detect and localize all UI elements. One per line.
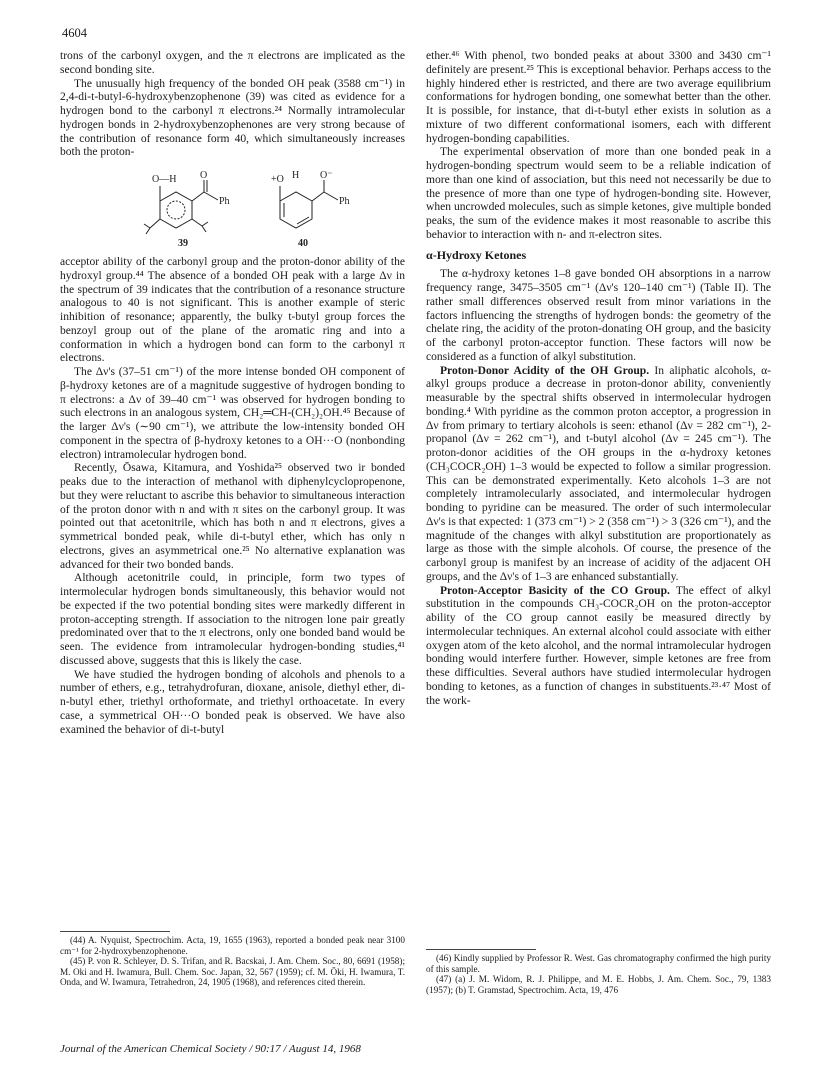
section-heading: α-Hydroxy Ketones <box>426 247 527 262</box>
paragraph: The Δν's (37–51 cm⁻¹) of the more intense bonded OH component of β-hydroxy ketones are of a magnitude suggestive of hydrogen bonding to π electrons: a Δν of 39–40 cm⁻¹ was observed for hydrogen bonding to such electrons in an analogous system, CH₂═CH-(CH₂)₂OH.⁴⁵ Because of the larger Δν's (∼90 cm⁻¹), we attribute the low-intensity bonded OH component in the spectra of β-hydroxy ketones to a OH···O (nonbonding electron) intramolecular hydrogen bond. <box>60 366 405 461</box>
s39-tbutyl-right <box>192 219 202 226</box>
s39-benzene-ring <box>160 192 192 228</box>
paragraph: ether.⁴⁶ With phenol, two bonded peaks at about 3300 and 3430 cm⁻¹ definitely are present.²⁵ This is exceptional behavior. Perhaps access to the highly hindered ether is restricted, and there are two average equilibrium conformations for hydrogen bonding, one somewhat better than the other. It is possible, for instance, that di-t-butyl ether exists in solution as a mixture of two different conformational isomers, each with different hydrogen-bonding capabilities. <box>426 50 771 145</box>
page-number: 4604 <box>62 26 87 40</box>
footnote: (44) A. Nyquist, Spectrochim. Acta, 19, 1655 (1963), reported a bonded peak near 3100 cm⁻¹ for 2-hydroxybenzophenone. <box>60 935 405 956</box>
subsection-text: The effect of alkyl substitution in the compounds CH₃-COCR₂OH on the proton-acceptor ability of the CO group cannot easily be measured directly by intermolecular techniques. An external alcohol could associate with either oxygen atom of the keto alcohol, and the normal intramolecular hydrogen bonding would interfere further. However, simple ketones are free from these difficulties. Several authors have studied intermolecular hydrogen bonding to ketones, as a function of changes in substituents.²³·⁴⁷ Most of the work- <box>426 584 771 707</box>
footnote: (47) (a) J. M. Widom, R. J. Philippe, and M. E. Hobbs, J. Am. Chem. Soc., 79, 1383 (1957); (b) T. Gramstad, Spectrochim. Acta, 19, 476 <box>426 974 771 995</box>
footnote-rule <box>426 949 536 950</box>
left-column <box>60 50 405 737</box>
footnote: (46) Kindly supplied by Professor R. West. Gas chromatography confirmed the high purity of this sample. <box>426 953 771 974</box>
s40-h-label: H <box>292 170 300 181</box>
s40-number: 40 <box>298 238 308 249</box>
s40-carbonyl-bond <box>312 192 324 201</box>
s39-aromatic-circle <box>167 201 185 219</box>
paragraph <box>426 365 771 585</box>
s40-ph-label: Ph <box>339 196 350 207</box>
s39-oh-label: O—H <box>152 174 177 185</box>
footnote: (45) P. von R. Schleyer, D. S. Trifan, and R. Bacskai, J. Am. Chem. Soc., 80, 6691 (1958); M. Oki and H. Iwamura, Bull. Chem. Soc. Japan, 32, 567 (1959); cf. M. Ōki, H. Iwamura, T. Onda, and W. Iwamura, Tetrahedron, 24, 1905 (1968), and references cited therein. <box>60 956 405 988</box>
s39-o-label: O <box>200 170 208 181</box>
paragraph: acceptor ability of the carbonyl group and the proton-donor ability of the hydroxyl group.⁴⁴ The absence of a bonded OH peak with a large Δν in the spectrum of 39 indicates that the contribution of a resonance structure analogous to 40 is not significant. This is another example of steric inhibition of resonance; apparently, the bulky t-butyl group forces the benzoyl group out of the plane of the aromatic ring and into a conformation in which a hydrogen bond can form to the carbonyl π electrons. <box>60 256 405 365</box>
s40-ring <box>280 192 312 228</box>
paragraph <box>426 585 771 709</box>
paragraph: The experimental observation of more than one bonded peak in a hydrogen-bonding spectrum would seem to be a reliable indication of more than one kind of association, but this need not necessarily be due to the presence of more than one type of hydrogen-bonding site. However, when uncrowded molecules, such as simple ketones, give multiple bonded peaks, the sum of the evidence makes it most reasonable to ascribe this behavior to interaction with n- and π-electron sites. <box>426 146 771 241</box>
paragraph: We have studied the hydrogen bonding of alcohols and phenols to a number of ethers, e.g., tetrahydrofuran, dioxane, anisole, diethyl ether, di-n-butyl ether, triethyl orthoformate, and triethyl orthoacetate. In every case, a symmetrical OH···O bonded peak is observed. We have also examined the behavior of di-t-butyl <box>60 668 405 736</box>
s39-tbutyl-left <box>150 219 160 228</box>
left-footnotes <box>60 931 405 988</box>
s39-number: 39 <box>178 238 188 249</box>
right-footnotes <box>426 949 771 995</box>
paragraph: The unusually high frequency of the bonded OH peak (3588 cm⁻¹) in 2,4-di-t-butyl-6-hydroxybenzophenone (39) was cited as evidence for a hydrogen bond to the carbonyl π electrons.²⁴ Normally intramolecular hydrogen bonds in 2-hydroxybenzophenones are very strong because of the contribution of resonance form 40, which simultaneously increases both the proton- <box>60 77 405 159</box>
paragraph: The α-hydroxy ketones 1–8 gave bonded OH absorptions in a narrow frequency range, 3475–3505 cm⁻¹ (Δν's 120–140 cm⁻¹) (Table II). The rather small differences observed result from minor variations in the factors influencing the strengths of hydrogen bonds: the geometry of the chelate ring, the acidity of the proton-donating OH group, and the basicity of the carbonyl proton-acceptor function. These factors will now be considered as a function of alkyl substitution. <box>426 268 771 363</box>
paragraph: Although acetonitrile could, in principle, form two types of intermolecular hydrogen bonds simultaneously, this behavior would not be expected if the two potential bonding sites were markedly different in proton-accepting strength. If association to the nitrogen lone pair greatly predominated over that to the π electrons, only one bonded band would be seen. The evidence from intramolecular hydrogen-bonding studies,⁴¹ discussed above, suggests that this is likely the case. <box>60 572 405 667</box>
paragraph: trons of the carbonyl oxygen, and the π electrons are implicated as the second bonding site. <box>60 50 405 76</box>
footnote-rule <box>60 931 170 932</box>
s40-ominus-label: O⁻ <box>320 170 333 181</box>
journal-footer: Journal of the American Chemical Society / 90:17 / August 14, 1968 <box>60 1043 361 1055</box>
structures-svg <box>140 168 350 250</box>
subsection-text: In aliphatic alcohols, α-alkyl groups produce a decrease in proton-donor ability, conveniently measurable by the spectral shifts observed in intermolecular hydrogen bonding.⁴ With pyridine as the common proton acceptor, a progression in Δν from primary to tertiary alcohols is seen: ethanol (Δν = 282 cm⁻¹), 2-propanol (Δν = 262 cm⁻¹), and t-butyl alcohol (Δν = 245 cm⁻¹). The proton-donor acidities of the OH groups in the α-hydroxy ketones (CH₃COCR₂OH) 1–3 would be expected to follow a similar progression. This can be demonstrated experimentally. Keto alcohols 1–3 are not completely intramolecularly associated, and intermolecular hydrogen bonding to pyridine can be measured. The order of such intermolecular Δν's is that expected: 1 (373 cm⁻¹) > 2 (358 cm⁻¹) > 3 (326 cm⁻¹), and the magnitude of the changes with alkyl substitution are proportionately as large as those with the simple alcohols. Of course, the presence of the carbonyl group is manifest by an increase of acidity of the adjacent OH groups, and the Δν's of 1–3 are enhanced substantially. <box>426 364 771 583</box>
right-column <box>426 50 771 708</box>
subsection-title: Proton-Donor Acidity of the OH Group. <box>440 364 650 377</box>
subsection-title: Proton-Acceptor Basicity of the CO Group. <box>440 584 670 597</box>
s39-ph-label: Ph <box>219 196 230 207</box>
paragraph: Recently, Ōsawa, Kitamura, and Yoshida²⁵ observed two ir bonded peaks due to the interaction of methanol with diphenylcyclopropenone, but they were reluctant to ascribe this behavior to simultaneous interaction of the proton donor with n and with π sites on the carbonyl group. It was pointed out that acetonitrile, which has both n and π electrons, gives a symmetrical bonded peak, while di-t-butyl ether, which has only n electrons, gives an asymmetrical one.²⁵ No alternative explanation was advanced for their two bonded bands. <box>60 462 405 571</box>
s40-oplus-label: +O <box>271 174 284 185</box>
chemical-structures-figure <box>60 168 405 250</box>
s39-carbonyl-bond <box>192 192 204 201</box>
